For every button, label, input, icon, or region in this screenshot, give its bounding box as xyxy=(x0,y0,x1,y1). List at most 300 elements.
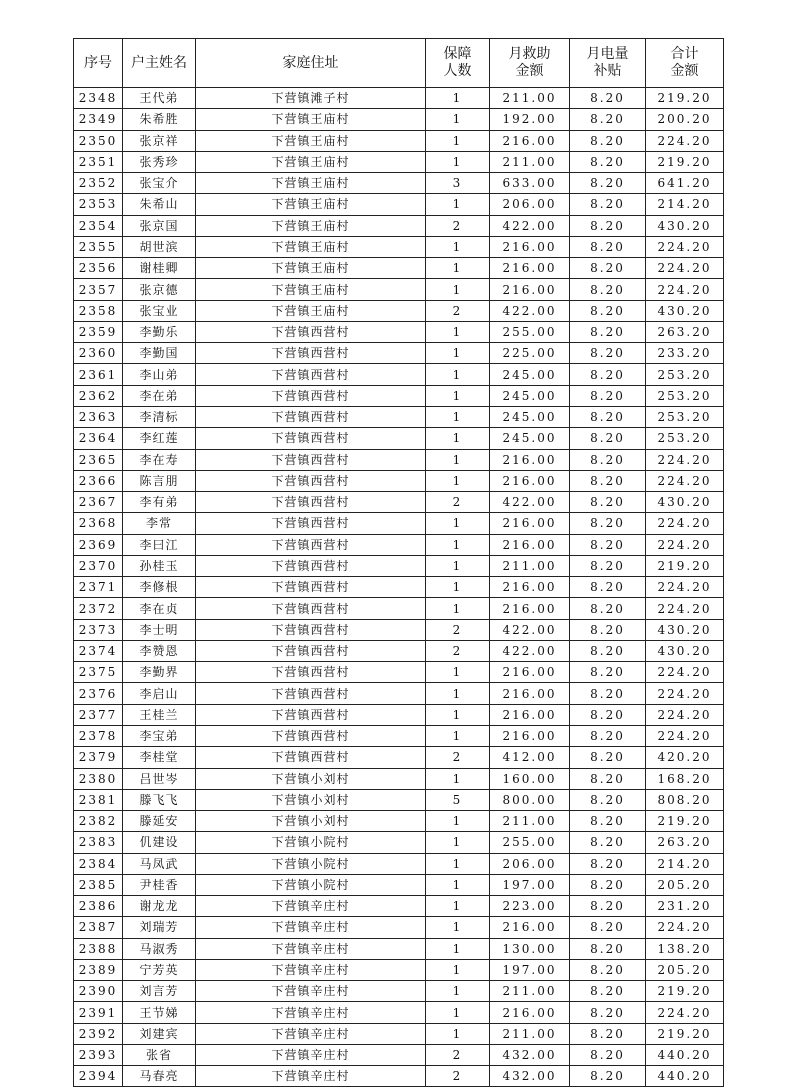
seq-cell: 2375 xyxy=(74,662,123,683)
electricity-subsidy-cell: 8.20 xyxy=(570,789,646,810)
table-row xyxy=(74,598,724,619)
relief-amount-cell: 216.00 xyxy=(490,662,570,683)
relief-amount-cell: 245.00 xyxy=(490,428,570,449)
address-cell: 下营镇王庙村 xyxy=(196,300,426,321)
relief-amount-cell: 216.00 xyxy=(490,279,570,300)
name-cell: 吕世岑 xyxy=(123,768,196,789)
relief-amount-cell: 432.00 xyxy=(490,1066,570,1087)
table-row xyxy=(74,662,724,683)
persons-cell: 1 xyxy=(426,938,490,959)
name-cell: 刘瑞芳 xyxy=(123,917,196,938)
address-cell: 下营镇西营村 xyxy=(196,513,426,534)
relief-amount-cell: 216.00 xyxy=(490,513,570,534)
electricity-subsidy-cell: 8.20 xyxy=(570,321,646,342)
relief-amount-cell: 245.00 xyxy=(490,364,570,385)
name-cell: 李修根 xyxy=(123,577,196,598)
relief-amount-cell: 216.00 xyxy=(490,704,570,725)
electricity-subsidy-cell: 8.20 xyxy=(570,492,646,513)
seq-cell: 2388 xyxy=(74,938,123,959)
total-amount-cell: 224.20 xyxy=(646,236,724,257)
address-cell: 下营镇辛庄村 xyxy=(196,1002,426,1023)
electricity-subsidy-cell: 8.20 xyxy=(570,704,646,725)
relief-amount-cell: 245.00 xyxy=(490,385,570,406)
name-cell: 李有弟 xyxy=(123,492,196,513)
name-cell: 张秀珍 xyxy=(123,151,196,172)
table-row xyxy=(74,1023,724,1044)
electricity-subsidy-cell: 8.20 xyxy=(570,513,646,534)
name-cell: 李勤界 xyxy=(123,662,196,683)
persons-cell: 1 xyxy=(426,513,490,534)
address-cell: 下营镇辛庄村 xyxy=(196,896,426,917)
electricity-subsidy-cell: 8.20 xyxy=(570,406,646,427)
electricity-subsidy-cell: 8.20 xyxy=(570,258,646,279)
persons-cell: 1 xyxy=(426,896,490,917)
header-persons-line1: 保障 xyxy=(443,46,472,62)
electricity-subsidy-cell: 8.20 xyxy=(570,428,646,449)
seq-cell: 2358 xyxy=(74,300,123,321)
total-amount-cell: 253.20 xyxy=(646,364,724,385)
relief-amount-cell: 197.00 xyxy=(490,959,570,980)
persons-cell: 2 xyxy=(426,619,490,640)
total-amount-cell: 224.20 xyxy=(646,513,724,534)
relief-amount-cell: 211.00 xyxy=(490,981,570,1002)
relief-amount-cell: 432.00 xyxy=(490,1044,570,1065)
address-cell: 下营镇西营村 xyxy=(196,364,426,385)
address-cell: 下营镇西营村 xyxy=(196,406,426,427)
relief-amount-cell: 216.00 xyxy=(490,236,570,257)
name-cell: 李士明 xyxy=(123,619,196,640)
name-cell: 王节娣 xyxy=(123,1002,196,1023)
persons-cell: 1 xyxy=(426,258,490,279)
header-seq: 序号 xyxy=(74,39,123,88)
electricity-subsidy-cell: 8.20 xyxy=(570,173,646,194)
electricity-subsidy-cell: 8.20 xyxy=(570,832,646,853)
relief-amount-cell: 206.00 xyxy=(490,194,570,215)
table-row xyxy=(74,577,724,598)
persons-cell: 1 xyxy=(426,662,490,683)
persons-cell: 1 xyxy=(426,279,490,300)
electricity-subsidy-cell: 8.20 xyxy=(570,555,646,576)
persons-cell: 1 xyxy=(426,917,490,938)
name-cell: 朱希山 xyxy=(123,194,196,215)
relief-amount-cell: 216.00 xyxy=(490,577,570,598)
persons-cell: 2 xyxy=(426,492,490,513)
name-cell: 孙桂玉 xyxy=(123,555,196,576)
persons-cell: 5 xyxy=(426,789,490,810)
table-row xyxy=(74,258,724,279)
total-amount-cell: 205.20 xyxy=(646,874,724,895)
relief-table-sheet xyxy=(73,38,723,1087)
persons-cell: 1 xyxy=(426,577,490,598)
relief-amount-cell: 211.00 xyxy=(490,811,570,832)
persons-cell: 1 xyxy=(426,811,490,832)
total-amount-cell: 231.20 xyxy=(646,896,724,917)
table-row xyxy=(74,449,724,470)
electricity-subsidy-cell: 8.20 xyxy=(570,959,646,980)
electricity-subsidy-cell: 8.20 xyxy=(570,981,646,1002)
table-row xyxy=(74,300,724,321)
table-body xyxy=(74,88,724,1087)
electricity-subsidy-cell: 8.20 xyxy=(570,151,646,172)
name-cell: 滕延安 xyxy=(123,811,196,832)
table-row xyxy=(74,151,724,172)
persons-cell: 2 xyxy=(426,300,490,321)
electricity-subsidy-cell: 8.20 xyxy=(570,385,646,406)
electricity-subsidy-cell: 8.20 xyxy=(570,1044,646,1065)
total-amount-cell: 233.20 xyxy=(646,343,724,364)
name-cell: 张京国 xyxy=(123,215,196,236)
seq-cell: 2361 xyxy=(74,364,123,385)
persons-cell: 1 xyxy=(426,194,490,215)
name-cell: 刘言芳 xyxy=(123,981,196,1002)
seq-cell: 2369 xyxy=(74,534,123,555)
total-amount-cell: 219.20 xyxy=(646,981,724,1002)
name-cell: 朱希胜 xyxy=(123,109,196,130)
address-cell: 下营镇小院村 xyxy=(196,874,426,895)
relief-amount-cell: 422.00 xyxy=(490,619,570,640)
seq-cell: 2382 xyxy=(74,811,123,832)
header-relief-line2: 金额 xyxy=(515,63,544,79)
relief-amount-cell: 216.00 xyxy=(490,917,570,938)
address-cell: 下营镇辛庄村 xyxy=(196,1023,426,1044)
electricity-subsidy-cell: 8.20 xyxy=(570,215,646,236)
name-cell: 滕飞飞 xyxy=(123,789,196,810)
persons-cell: 1 xyxy=(426,1023,490,1044)
seq-cell: 2373 xyxy=(74,619,123,640)
total-amount-cell: 224.20 xyxy=(646,449,724,470)
seq-cell: 2364 xyxy=(74,428,123,449)
persons-cell: 1 xyxy=(426,88,490,109)
seq-cell: 2359 xyxy=(74,321,123,342)
name-cell: 谢龙龙 xyxy=(123,896,196,917)
electricity-subsidy-cell: 8.20 xyxy=(570,300,646,321)
seq-cell: 2389 xyxy=(74,959,123,980)
relief-amount-cell: 412.00 xyxy=(490,747,570,768)
electricity-subsidy-cell: 8.20 xyxy=(570,236,646,257)
seq-cell: 2379 xyxy=(74,747,123,768)
address-cell: 下营镇西营村 xyxy=(196,385,426,406)
address-cell: 下营镇辛庄村 xyxy=(196,1044,426,1065)
persons-cell: 1 xyxy=(426,959,490,980)
relief-amount-cell: 216.00 xyxy=(490,534,570,555)
total-amount-cell: 224.20 xyxy=(646,470,724,491)
header-persons-line2: 人数 xyxy=(443,63,472,79)
name-cell: 李桂堂 xyxy=(123,747,196,768)
electricity-subsidy-cell: 8.20 xyxy=(570,725,646,746)
name-cell: 马凤武 xyxy=(123,853,196,874)
table-row xyxy=(74,725,724,746)
seq-cell: 2383 xyxy=(74,832,123,853)
relief-amount-cell: 211.00 xyxy=(490,555,570,576)
relief-amount-cell: 422.00 xyxy=(490,492,570,513)
address-cell: 下营镇西营村 xyxy=(196,577,426,598)
electricity-subsidy-cell: 8.20 xyxy=(570,194,646,215)
relief-amount-cell: 216.00 xyxy=(490,683,570,704)
persons-cell: 1 xyxy=(426,555,490,576)
persons-cell: 2 xyxy=(426,1066,490,1087)
persons-cell: 3 xyxy=(426,173,490,194)
address-cell: 下营镇西营村 xyxy=(196,619,426,640)
total-amount-cell: 253.20 xyxy=(646,385,724,406)
electricity-subsidy-cell: 8.20 xyxy=(570,1023,646,1044)
relief-amount-cell: 216.00 xyxy=(490,470,570,491)
electricity-subsidy-cell: 8.20 xyxy=(570,364,646,385)
persons-cell: 2 xyxy=(426,640,490,661)
electricity-subsidy-cell: 8.20 xyxy=(570,343,646,364)
table-row xyxy=(74,768,724,789)
table-row xyxy=(74,896,724,917)
total-amount-cell: 641.20 xyxy=(646,173,724,194)
address-cell: 下营镇西营村 xyxy=(196,470,426,491)
total-amount-cell: 263.20 xyxy=(646,832,724,853)
header-persons xyxy=(426,39,490,88)
address-cell: 下营镇王庙村 xyxy=(196,194,426,215)
seq-cell: 2391 xyxy=(74,1002,123,1023)
total-amount-cell: 219.20 xyxy=(646,88,724,109)
seq-cell: 2393 xyxy=(74,1044,123,1065)
address-cell: 下营镇王庙村 xyxy=(196,151,426,172)
header-relief xyxy=(490,39,570,88)
relief-table xyxy=(73,38,724,1087)
seq-cell: 2394 xyxy=(74,1066,123,1087)
relief-amount-cell: 211.00 xyxy=(490,1023,570,1044)
persons-cell: 1 xyxy=(426,768,490,789)
seq-cell: 2390 xyxy=(74,981,123,1002)
seq-cell: 2386 xyxy=(74,896,123,917)
total-amount-cell: 253.20 xyxy=(646,406,724,427)
electricity-subsidy-cell: 8.20 xyxy=(570,874,646,895)
persons-cell: 1 xyxy=(426,470,490,491)
persons-cell: 1 xyxy=(426,428,490,449)
address-cell: 下营镇小院村 xyxy=(196,832,426,853)
relief-amount-cell: 216.00 xyxy=(490,1002,570,1023)
address-cell: 下营镇辛庄村 xyxy=(196,938,426,959)
address-cell: 下营镇西营村 xyxy=(196,598,426,619)
total-amount-cell: 440.20 xyxy=(646,1066,724,1087)
relief-amount-cell: 800.00 xyxy=(490,789,570,810)
persons-cell: 1 xyxy=(426,725,490,746)
header-total xyxy=(646,39,724,88)
header-elec-line2: 补贴 xyxy=(593,63,622,79)
name-cell: 李在寿 xyxy=(123,449,196,470)
electricity-subsidy-cell: 8.20 xyxy=(570,1002,646,1023)
name-cell: 李勤乐 xyxy=(123,321,196,342)
table-row xyxy=(74,789,724,810)
table-row xyxy=(74,428,724,449)
table-row xyxy=(74,683,724,704)
address-cell: 下营镇西营村 xyxy=(196,492,426,513)
table-row xyxy=(74,130,724,151)
relief-amount-cell: 211.00 xyxy=(490,88,570,109)
persons-cell: 1 xyxy=(426,449,490,470)
table-row xyxy=(74,215,724,236)
electricity-subsidy-cell: 8.20 xyxy=(570,88,646,109)
total-amount-cell: 440.20 xyxy=(646,1044,724,1065)
seq-cell: 2378 xyxy=(74,725,123,746)
persons-cell: 1 xyxy=(426,1002,490,1023)
address-cell: 下营镇西营村 xyxy=(196,534,426,555)
table-row xyxy=(74,343,724,364)
electricity-subsidy-cell: 8.20 xyxy=(570,938,646,959)
seq-cell: 2392 xyxy=(74,1023,123,1044)
seq-cell: 2368 xyxy=(74,513,123,534)
name-cell: 胡世滨 xyxy=(123,236,196,257)
persons-cell: 1 xyxy=(426,406,490,427)
persons-cell: 1 xyxy=(426,343,490,364)
relief-amount-cell: 192.00 xyxy=(490,109,570,130)
name-cell: 李在贞 xyxy=(123,598,196,619)
table-row xyxy=(74,236,724,257)
table-row xyxy=(74,173,724,194)
electricity-subsidy-cell: 8.20 xyxy=(570,470,646,491)
seq-cell: 2384 xyxy=(74,853,123,874)
relief-amount-cell: 160.00 xyxy=(490,768,570,789)
address-cell: 下营镇西营村 xyxy=(196,683,426,704)
relief-amount-cell: 206.00 xyxy=(490,853,570,874)
address-cell: 下营镇小刘村 xyxy=(196,811,426,832)
header-elec xyxy=(570,39,646,88)
table-row xyxy=(74,109,724,130)
name-cell: 宁芳英 xyxy=(123,959,196,980)
seq-cell: 2360 xyxy=(74,343,123,364)
relief-amount-cell: 216.00 xyxy=(490,598,570,619)
table-row xyxy=(74,832,724,853)
seq-cell: 2357 xyxy=(74,279,123,300)
persons-cell: 1 xyxy=(426,981,490,1002)
header-total-line2: 金额 xyxy=(670,63,699,79)
table-row xyxy=(74,534,724,555)
persons-cell: 1 xyxy=(426,130,490,151)
relief-amount-cell: 216.00 xyxy=(490,130,570,151)
name-cell: 张宝业 xyxy=(123,300,196,321)
address-cell: 下营镇王庙村 xyxy=(196,109,426,130)
relief-amount-cell: 255.00 xyxy=(490,321,570,342)
header-address: 家庭住址 xyxy=(196,39,426,88)
name-cell: 马春亮 xyxy=(123,1066,196,1087)
seq-cell: 2350 xyxy=(74,130,123,151)
total-amount-cell: 224.20 xyxy=(646,598,724,619)
total-amount-cell: 253.20 xyxy=(646,428,724,449)
seq-cell: 2366 xyxy=(74,470,123,491)
persons-cell: 1 xyxy=(426,109,490,130)
seq-cell: 2355 xyxy=(74,236,123,257)
address-cell: 下营镇小刘村 xyxy=(196,789,426,810)
seq-cell: 2370 xyxy=(74,555,123,576)
name-cell: 李宝弟 xyxy=(123,725,196,746)
total-amount-cell: 224.20 xyxy=(646,704,724,725)
total-amount-cell: 430.20 xyxy=(646,215,724,236)
address-cell: 下营镇西营村 xyxy=(196,449,426,470)
address-cell: 下营镇辛庄村 xyxy=(196,959,426,980)
relief-amount-cell: 422.00 xyxy=(490,215,570,236)
table-row xyxy=(74,619,724,640)
header-elec-line1: 月电量 xyxy=(586,46,629,62)
seq-cell: 2348 xyxy=(74,88,123,109)
seq-cell: 2371 xyxy=(74,577,123,598)
address-cell: 下营镇王庙村 xyxy=(196,279,426,300)
seq-cell: 2377 xyxy=(74,704,123,725)
table-row xyxy=(74,492,724,513)
relief-amount-cell: 197.00 xyxy=(490,874,570,895)
electricity-subsidy-cell: 8.20 xyxy=(570,662,646,683)
persons-cell: 1 xyxy=(426,364,490,385)
relief-amount-cell: 422.00 xyxy=(490,300,570,321)
name-cell: 张京德 xyxy=(123,279,196,300)
table-row xyxy=(74,1002,724,1023)
total-amount-cell: 430.20 xyxy=(646,619,724,640)
name-cell: 仉建设 xyxy=(123,832,196,853)
table-row xyxy=(74,959,724,980)
electricity-subsidy-cell: 8.20 xyxy=(570,1066,646,1087)
header-row xyxy=(74,39,724,88)
relief-amount-cell: 245.00 xyxy=(490,406,570,427)
name-cell: 李清标 xyxy=(123,406,196,427)
relief-amount-cell: 422.00 xyxy=(490,640,570,661)
persons-cell: 1 xyxy=(426,874,490,895)
total-amount-cell: 214.20 xyxy=(646,853,724,874)
address-cell: 下营镇西营村 xyxy=(196,343,426,364)
address-cell: 下营镇西营村 xyxy=(196,704,426,725)
relief-amount-cell: 216.00 xyxy=(490,449,570,470)
seq-cell: 2385 xyxy=(74,874,123,895)
name-cell: 陈言朋 xyxy=(123,470,196,491)
seq-cell: 2354 xyxy=(74,215,123,236)
total-amount-cell: 224.20 xyxy=(646,258,724,279)
persons-cell: 1 xyxy=(426,236,490,257)
relief-amount-cell: 130.00 xyxy=(490,938,570,959)
relief-amount-cell: 223.00 xyxy=(490,896,570,917)
persons-cell: 1 xyxy=(426,321,490,342)
name-cell: 李常 xyxy=(123,513,196,534)
total-amount-cell: 808.20 xyxy=(646,789,724,810)
seq-cell: 2349 xyxy=(74,109,123,130)
name-cell: 张京祥 xyxy=(123,130,196,151)
total-amount-cell: 219.20 xyxy=(646,811,724,832)
total-amount-cell: 219.20 xyxy=(646,555,724,576)
table-row xyxy=(74,321,724,342)
table-header xyxy=(74,39,724,88)
total-amount-cell: 430.20 xyxy=(646,640,724,661)
persons-cell: 1 xyxy=(426,385,490,406)
seq-cell: 2356 xyxy=(74,258,123,279)
electricity-subsidy-cell: 8.20 xyxy=(570,598,646,619)
seq-cell: 2362 xyxy=(74,385,123,406)
name-cell: 谢桂卿 xyxy=(123,258,196,279)
table-row xyxy=(74,1044,724,1065)
electricity-subsidy-cell: 8.20 xyxy=(570,619,646,640)
total-amount-cell: 224.20 xyxy=(646,1002,724,1023)
total-amount-cell: 200.20 xyxy=(646,109,724,130)
total-amount-cell: 224.20 xyxy=(646,725,724,746)
name-cell: 李在弟 xyxy=(123,385,196,406)
address-cell: 下营镇西营村 xyxy=(196,428,426,449)
address-cell: 下营镇西营村 xyxy=(196,725,426,746)
seq-cell: 2376 xyxy=(74,683,123,704)
seq-cell: 2387 xyxy=(74,917,123,938)
address-cell: 下营镇王庙村 xyxy=(196,236,426,257)
name-cell: 尹桂香 xyxy=(123,874,196,895)
electricity-subsidy-cell: 8.20 xyxy=(570,853,646,874)
electricity-subsidy-cell: 8.20 xyxy=(570,811,646,832)
persons-cell: 1 xyxy=(426,704,490,725)
electricity-subsidy-cell: 8.20 xyxy=(570,279,646,300)
persons-cell: 1 xyxy=(426,534,490,555)
address-cell: 下营镇小刘村 xyxy=(196,768,426,789)
table-row xyxy=(74,470,724,491)
electricity-subsidy-cell: 8.20 xyxy=(570,683,646,704)
persons-cell: 1 xyxy=(426,683,490,704)
name-cell: 李曰江 xyxy=(123,534,196,555)
